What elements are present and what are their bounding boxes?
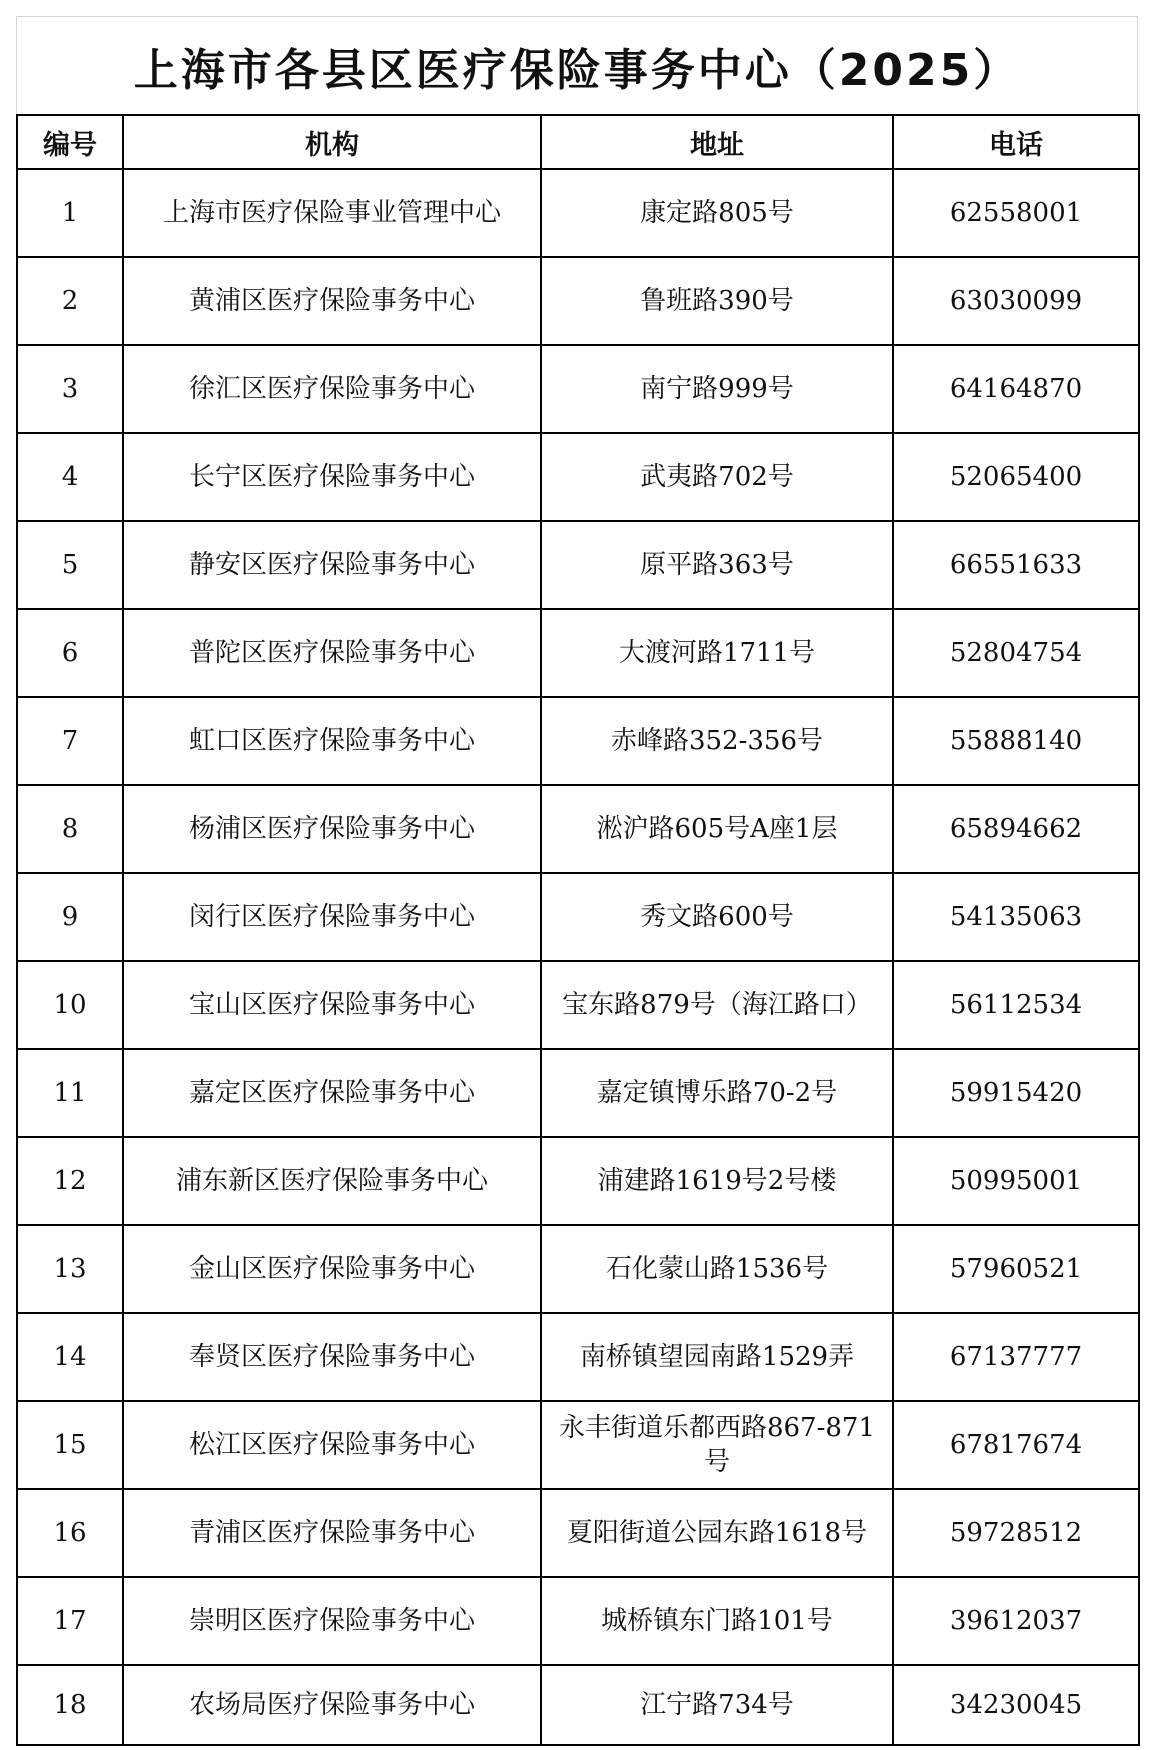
cell-addr: 江宁路734号 <box>541 1665 893 1745</box>
table-row <box>17 1137 1139 1225</box>
table-row <box>17 609 1139 697</box>
cell-org: 金山区医疗保险事务中心 <box>123 1225 541 1313</box>
cell-org: 徐汇区医疗保险事务中心 <box>123 345 541 433</box>
cell-phone: 52804754 <box>893 609 1139 697</box>
header-no: 编号 <box>17 115 123 169</box>
table-body <box>17 169 1139 1745</box>
table-row <box>17 1049 1139 1137</box>
cell-addr: 南桥镇望园南路1529弄 <box>541 1313 893 1401</box>
cell-addr: 夏阳街道公园东路1618号 <box>541 1489 893 1577</box>
cell-phone: 56112534 <box>893 961 1139 1049</box>
cell-phone: 57960521 <box>893 1225 1139 1313</box>
cell-addr: 秀文路600号 <box>541 873 893 961</box>
table-row <box>17 169 1139 257</box>
cell-no: 9 <box>17 873 123 961</box>
cell-no: 8 <box>17 785 123 873</box>
table-row <box>17 1401 1139 1489</box>
table-row <box>17 433 1139 521</box>
table-row <box>17 961 1139 1049</box>
cell-org: 普陀区医疗保险事务中心 <box>123 609 541 697</box>
cell-addr: 赤峰路352-356号 <box>541 697 893 785</box>
table-header-row <box>17 115 1139 169</box>
cell-phone: 67137777 <box>893 1313 1139 1401</box>
document-sheet <box>16 16 1138 1746</box>
cell-org: 崇明区医疗保险事务中心 <box>123 1577 541 1665</box>
page-title: 上海市各县区医疗保险事务中心（2025） <box>16 16 1138 114</box>
cell-org: 宝山区医疗保险事务中心 <box>123 961 541 1049</box>
cell-org: 闵行区医疗保险事务中心 <box>123 873 541 961</box>
cell-addr: 鲁班路390号 <box>541 257 893 345</box>
cell-no: 13 <box>17 1225 123 1313</box>
cell-no: 10 <box>17 961 123 1049</box>
table-row <box>17 257 1139 345</box>
cell-no: 5 <box>17 521 123 609</box>
cell-no: 16 <box>17 1489 123 1577</box>
cell-no: 14 <box>17 1313 123 1401</box>
cell-phone: 34230045 <box>893 1665 1139 1745</box>
table-row <box>17 1665 1139 1745</box>
cell-org: 黄浦区医疗保险事务中心 <box>123 257 541 345</box>
cell-org: 松江区医疗保险事务中心 <box>123 1401 541 1489</box>
cell-addr: 石化蒙山路1536号 <box>541 1225 893 1313</box>
cell-org: 上海市医疗保险事业管理中心 <box>123 169 541 257</box>
header-phone: 电话 <box>893 115 1139 169</box>
cell-org: 嘉定区医疗保险事务中心 <box>123 1049 541 1137</box>
table-row <box>17 697 1139 785</box>
cell-phone: 66551633 <box>893 521 1139 609</box>
table-row <box>17 521 1139 609</box>
cell-phone: 39612037 <box>893 1577 1139 1665</box>
table-row <box>17 1225 1139 1313</box>
cell-no: 11 <box>17 1049 123 1137</box>
cell-org: 浦东新区医疗保险事务中心 <box>123 1137 541 1225</box>
cell-phone: 50995001 <box>893 1137 1139 1225</box>
table-row <box>17 1313 1139 1401</box>
header-org: 机构 <box>123 115 541 169</box>
cell-org: 杨浦区医疗保险事务中心 <box>123 785 541 873</box>
cell-no: 17 <box>17 1577 123 1665</box>
cell-addr: 永丰街道乐都西路867-871号 <box>541 1401 893 1489</box>
cell-org: 长宁区医疗保险事务中心 <box>123 433 541 521</box>
cell-phone: 64164870 <box>893 345 1139 433</box>
cell-org: 奉贤区医疗保险事务中心 <box>123 1313 541 1401</box>
cell-no: 7 <box>17 697 123 785</box>
cell-no: 4 <box>17 433 123 521</box>
cell-addr: 大渡河路1711号 <box>541 609 893 697</box>
table-row <box>17 1577 1139 1665</box>
cell-org: 农场局医疗保险事务中心 <box>123 1665 541 1745</box>
cell-phone: 54135063 <box>893 873 1139 961</box>
cell-phone: 67817674 <box>893 1401 1139 1489</box>
cell-addr: 原平路363号 <box>541 521 893 609</box>
cell-phone: 63030099 <box>893 257 1139 345</box>
cell-no: 18 <box>17 1665 123 1745</box>
cell-addr: 淞沪路605号A座1层 <box>541 785 893 873</box>
cell-no: 1 <box>17 169 123 257</box>
cell-no: 3 <box>17 345 123 433</box>
cell-no: 12 <box>17 1137 123 1225</box>
cell-addr: 浦建路1619号2号楼 <box>541 1137 893 1225</box>
cell-no: 2 <box>17 257 123 345</box>
table-row <box>17 873 1139 961</box>
table-row <box>17 1489 1139 1577</box>
cell-phone: 62558001 <box>893 169 1139 257</box>
cell-org: 静安区医疗保险事务中心 <box>123 521 541 609</box>
cell-phone: 59728512 <box>893 1489 1139 1577</box>
cell-addr: 宝东路879号（海江路口） <box>541 961 893 1049</box>
cell-addr: 南宁路999号 <box>541 345 893 433</box>
cell-phone: 52065400 <box>893 433 1139 521</box>
cell-addr: 城桥镇东门路101号 <box>541 1577 893 1665</box>
cell-org: 青浦区医疗保险事务中心 <box>123 1489 541 1577</box>
header-addr: 地址 <box>541 115 893 169</box>
cell-phone: 59915420 <box>893 1049 1139 1137</box>
cell-addr: 武夷路702号 <box>541 433 893 521</box>
cell-phone: 65894662 <box>893 785 1139 873</box>
table-row <box>17 345 1139 433</box>
table-row <box>17 785 1139 873</box>
cell-addr: 康定路805号 <box>541 169 893 257</box>
cell-org: 虹口区医疗保险事务中心 <box>123 697 541 785</box>
cell-no: 15 <box>17 1401 123 1489</box>
institution-table <box>16 114 1140 1746</box>
cell-phone: 55888140 <box>893 697 1139 785</box>
cell-no: 6 <box>17 609 123 697</box>
cell-addr: 嘉定镇博乐路70-2号 <box>541 1049 893 1137</box>
